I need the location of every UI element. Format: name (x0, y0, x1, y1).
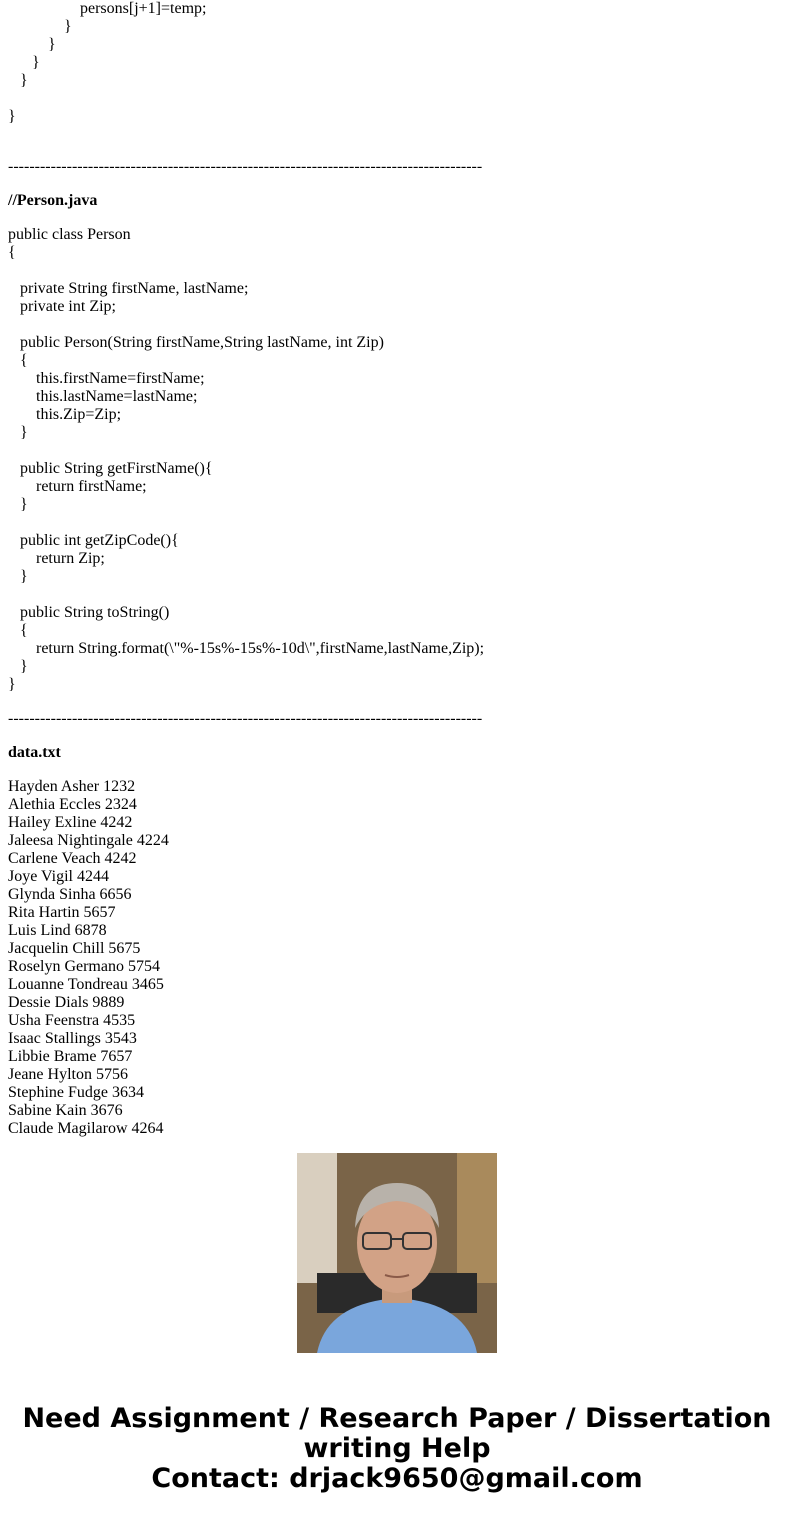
text-line: } (8, 18, 72, 35)
person-code-block (8, 226, 788, 694)
author-photo (297, 1153, 497, 1353)
text-line: return String.format(\"%-15s%-15s%-10d\",firstName,lastName,Zip); (8, 640, 485, 657)
text-line: private String firstName, lastName; (8, 280, 249, 297)
text-line: Hayden Asher 1232 (8, 778, 136, 795)
text-line: persons[j+1]=temp; (8, 0, 207, 17)
text-line: Jaleesa Nightingale 4224 (8, 832, 169, 849)
text-line: this.Zip=Zip; (8, 406, 122, 423)
text-line: public class Person (8, 226, 131, 243)
text-line (8, 90, 788, 108)
text-line: public Person(String firstName,String lastName, int Zip) (8, 334, 384, 351)
help-banner (0, 1404, 794, 1494)
text-line: { (8, 622, 28, 639)
text-line: public int getZipCode(){ (8, 532, 179, 549)
text-line: Isaac Stallings 3543 (8, 1030, 137, 1047)
text-line: } (8, 568, 28, 585)
text-line: } (8, 676, 16, 693)
document-content (8, 0, 788, 1137)
text-line: Roselyn Germano 5754 (8, 958, 160, 975)
text-line: Louanne Tondreau 3465 (8, 976, 164, 993)
text-line: public String toString() (8, 604, 170, 621)
text-line: } (8, 72, 28, 89)
text-line (8, 586, 788, 604)
text-line: private int Zip; (8, 298, 116, 315)
text-line: return firstName; (8, 478, 147, 495)
text-line: Jeane Hylton 5756 (8, 1066, 128, 1083)
data-txt-block (8, 778, 788, 1138)
text-line: Dessie Dials 9889 (8, 994, 125, 1011)
text-line: Usha Feenstra 4535 (8, 1012, 136, 1029)
text-line: { (8, 244, 16, 261)
text-line: Carlene Veach 4242 (8, 850, 137, 867)
banner-line-2: writing Help (303, 1433, 491, 1464)
text-line: } (8, 36, 56, 53)
text-line (8, 316, 788, 334)
data-txt-heading: data.txt (8, 744, 61, 761)
text-line: Joye Vigil 4244 (8, 868, 109, 885)
text-line: Alethia Eccles 2324 (8, 796, 137, 813)
code-top-block (8, 0, 788, 126)
text-line: public String getFirstName(){ (8, 460, 213, 477)
text-line: Claude Magilarow 4264 (8, 1120, 164, 1137)
text-line: Libbie Brame 7657 (8, 1048, 133, 1065)
text-line: } (8, 658, 28, 675)
text-line: } (8, 424, 28, 441)
person-java-heading: //Person.java (8, 192, 98, 209)
text-line (8, 262, 788, 280)
separator-line: ----------------------------------------------------------------------------------------- (8, 710, 483, 727)
text-line: Rita Hartin 5657 (8, 904, 116, 921)
text-line: Stephine Fudge 3634 (8, 1084, 144, 1101)
text-line (8, 442, 788, 460)
text-line: Jacquelin Chill 5675 (8, 940, 141, 957)
text-line: Glynda Sinha 6656 (8, 886, 132, 903)
text-line: Hailey Exline 4242 (8, 814, 133, 831)
banner-contact: Contact: drjack9650@gmail.com (151, 1463, 643, 1494)
text-line (8, 514, 788, 532)
text-line: Luis Lind 6878 (8, 922, 107, 939)
text-line: } (8, 54, 40, 71)
text-line: { (8, 352, 28, 369)
banner-line-1: Need Assignment / Research Paper / Dissertation (22, 1403, 772, 1434)
text-line: this.firstName=firstName; (8, 370, 205, 387)
text-line: this.lastName=lastName; (8, 388, 198, 405)
text-line: } (8, 496, 28, 513)
separator-line: ----------------------------------------------------------------------------------------- (8, 158, 483, 175)
text-line: } (8, 108, 16, 125)
text-line: Sabine Kain 3676 (8, 1102, 123, 1119)
text-line: return Zip; (8, 550, 105, 567)
